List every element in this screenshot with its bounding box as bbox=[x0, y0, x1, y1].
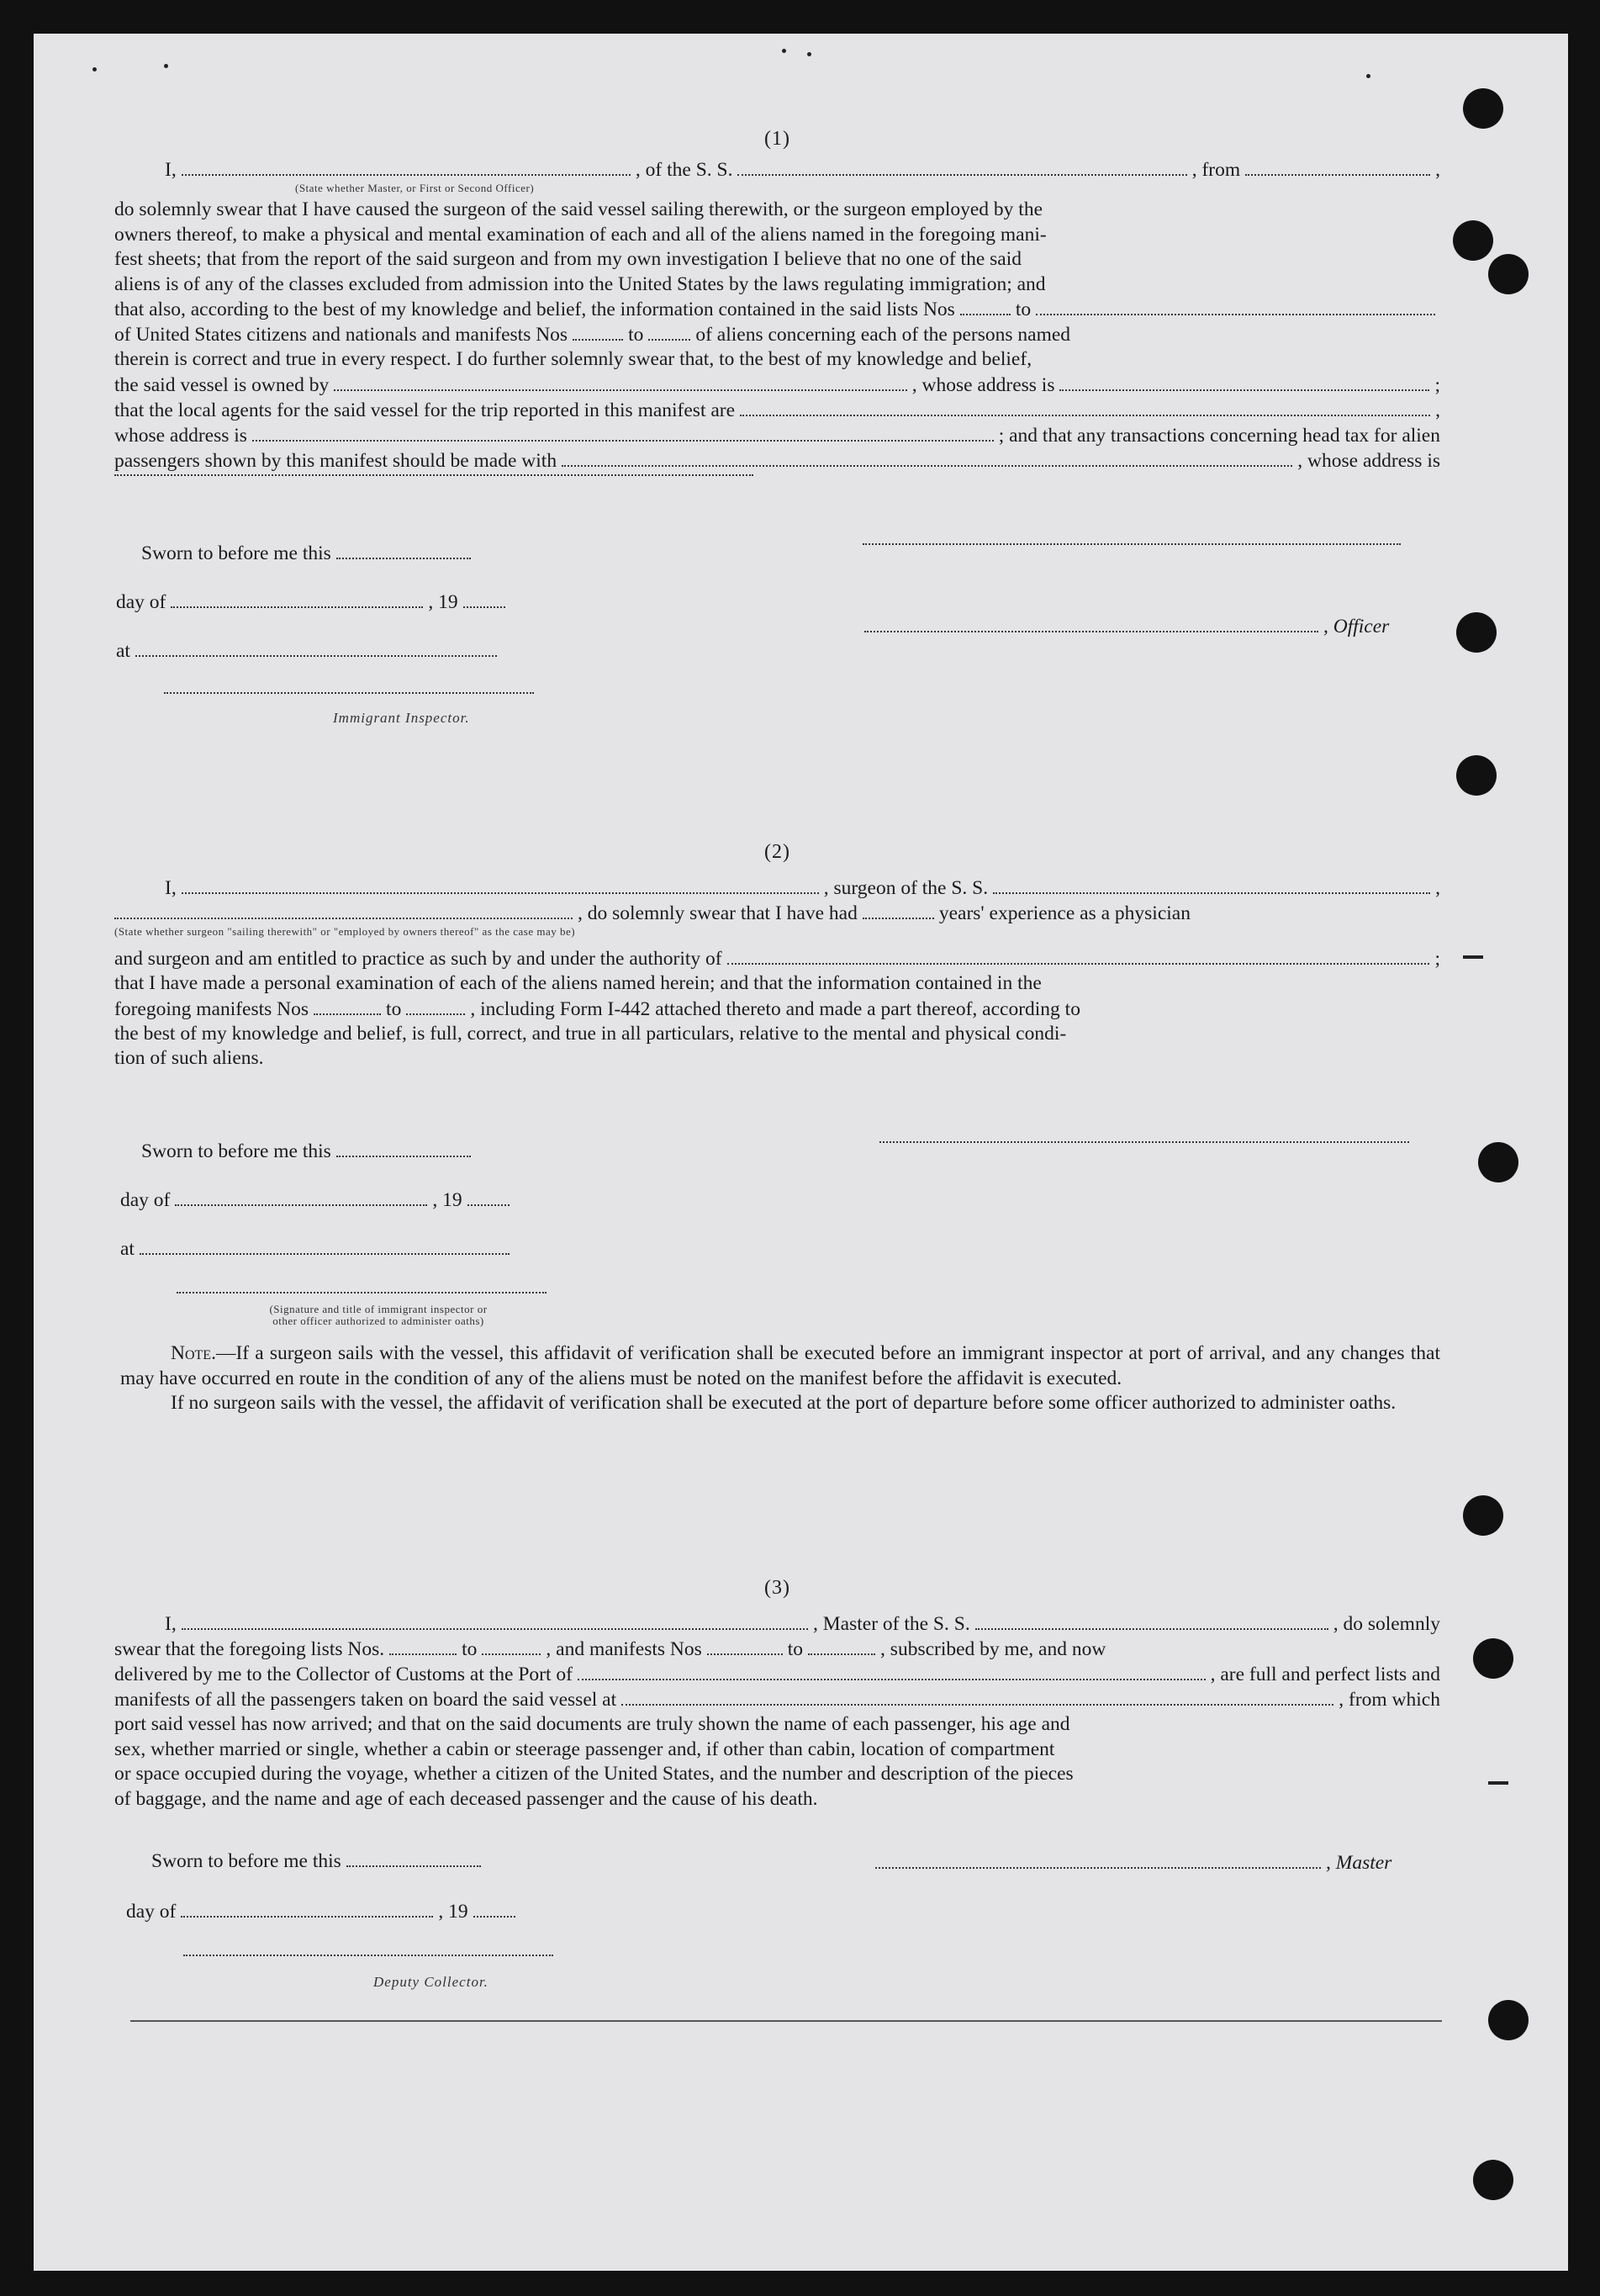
manifests-to-field[interactable] bbox=[808, 1653, 875, 1655]
paragraph-line: owners thereof, to make a physical and mental examination of each and all of the aliens named in the foregoing mani- bbox=[114, 223, 1047, 246]
experience-line: , do solemnly swear that I have had years' experience as a physician bbox=[114, 901, 1440, 926]
day-of-field[interactable] bbox=[175, 1204, 427, 1206]
collector-signature bbox=[183, 1954, 553, 1956]
manifest-to-field[interactable] bbox=[406, 1013, 465, 1015]
taken-at-line: manifests of all the passengers taken on board the said vessel at , from which bbox=[114, 1689, 1440, 1711]
field-caption: (State whether surgeon "sailing therewith" or "employed by owners thereof" as the case may be) bbox=[114, 925, 576, 938]
sworn-date-field[interactable] bbox=[336, 1155, 471, 1157]
paragraph-line: sex, whether married or single, whether a cabin or steerage passenger and, if other than cabin, location of compartment bbox=[114, 1738, 1055, 1760]
lists-from-field[interactable] bbox=[389, 1653, 457, 1655]
section-number: (3) bbox=[764, 1577, 790, 1599]
agents-address-field[interactable] bbox=[252, 439, 994, 442]
note-paragraph: If no surgeon sails with the vessel, the affidavit of verification shall be executed at the port of departure before some officer authorized to administer oaths. bbox=[171, 1392, 1397, 1414]
year-field[interactable] bbox=[467, 1204, 510, 1206]
surgeon-name-field[interactable] bbox=[182, 891, 819, 894]
edge-mark bbox=[1488, 1781, 1508, 1785]
head-tax-address-field[interactable] bbox=[114, 473, 753, 476]
lists-nos-line: that also, according to the best of my knowledge and belief, the information contained in the said lists Nos to bbox=[114, 297, 1440, 322]
lists-nos-to-field[interactable] bbox=[1036, 313, 1435, 315]
surgeon-status-field[interactable] bbox=[114, 917, 573, 919]
surgeon-line: I, , surgeon of the S. S. , bbox=[165, 877, 1440, 899]
officer-signature-top bbox=[858, 542, 1406, 545]
at-place-field[interactable] bbox=[140, 1252, 510, 1255]
surgeon-signature bbox=[874, 1140, 1414, 1143]
years-field[interactable] bbox=[863, 917, 934, 919]
manifest-nos-from-field[interactable] bbox=[573, 338, 623, 341]
port-line: delivered by me to the Collector of Customs at the Port of , are full and perfect lists and bbox=[114, 1664, 1440, 1685]
field-caption: (State whether Master, or First or Second Officer) bbox=[295, 182, 535, 194]
sworn-line: Sworn to before me this bbox=[151, 1850, 486, 1873]
head-tax-address-line bbox=[114, 473, 1440, 476]
signature-caption: (Signature and title of immigrant inspector or other officer authorized to administer oaths) bbox=[269, 1303, 488, 1327]
at-line: at bbox=[120, 1238, 515, 1261]
head-tax-contact-field[interactable] bbox=[562, 464, 1292, 467]
paragraph-line: tion of such aliens. bbox=[114, 1047, 264, 1069]
paragraph-line: fest sheets; that from the report of the said surgeon and from my own investigation I believe that no one of the said bbox=[114, 248, 1022, 270]
paragraph-line: of baggage, and the name and age of each deceased passenger and the cause of his death. bbox=[114, 1787, 818, 1810]
head-tax-line: passengers shown by this manifest should be made with , whose address is bbox=[114, 449, 1440, 472]
master-signature: , Master bbox=[870, 1852, 1391, 1875]
day-of-line: day of , 19 bbox=[120, 1189, 515, 1212]
section-2 bbox=[114, 841, 1440, 1071]
paragraph-line: port said vessel has now arrived; and that on the said documents are truly shown the name of each passenger, his age and bbox=[114, 1713, 1070, 1735]
master-vessel-field[interactable] bbox=[975, 1627, 1328, 1630]
vessel-name-field[interactable] bbox=[737, 173, 1186, 176]
at-line: at bbox=[116, 640, 502, 663]
taken-at-field[interactable] bbox=[621, 1703, 1333, 1706]
surgeon-vessel-field[interactable] bbox=[993, 891, 1430, 894]
from-port-field[interactable] bbox=[1245, 173, 1430, 176]
paragraph-line: or space occupied during the voyage, whether a citizen of the United States, and the number and description of the pieces bbox=[114, 1763, 1074, 1785]
owner-line: the said vessel is owned by , whose address is ; bbox=[114, 373, 1440, 396]
paragraph-line: that I have made a personal examination of each of the aliens named herein; and that the information contained in the bbox=[114, 972, 1042, 994]
oath-line: I, , of the S. S. , from , bbox=[165, 159, 1441, 181]
speck bbox=[807, 52, 811, 56]
oath-paragraph bbox=[114, 198, 1440, 297]
lists-line: swear that the foregoing lists Nos. to , and manifests Nos to , subscribed by me, and now bbox=[114, 1638, 1106, 1660]
sworn-date-field[interactable] bbox=[346, 1865, 481, 1867]
bottom-rule bbox=[130, 2020, 1442, 2022]
sworn-line: Sworn to before me this bbox=[141, 542, 476, 565]
paragraph-line: aliens is of any of the classes excluded from admission into the United States by the laws regulating immigration; and bbox=[114, 272, 1046, 295]
official-signature bbox=[177, 1291, 547, 1293]
note-paragraph: Note.—If a surgeon sails with the vessel, this affidavit of verification shall be executed before an immigrant inspector at port of arrival, and any changes that may have occurred en route in the condition of any of the aliens must be noted on the manifest before the affidavit is executed. bbox=[120, 1342, 1440, 1389]
inspector-signature-field[interactable] bbox=[164, 691, 534, 694]
collector-caption: Deputy Collector. bbox=[373, 1974, 488, 1990]
collector-signature-field[interactable] bbox=[183, 1954, 553, 1956]
port-field[interactable] bbox=[578, 1678, 1206, 1680]
section-number: (1) bbox=[764, 128, 790, 150]
officer-line: , Officer bbox=[859, 616, 1389, 638]
at-place-field[interactable] bbox=[135, 654, 497, 657]
edge-mark bbox=[1463, 955, 1483, 959]
manifest-nos-to-field[interactable] bbox=[648, 338, 690, 341]
official-signature-field[interactable] bbox=[177, 1291, 547, 1293]
officer-name-field[interactable] bbox=[182, 173, 631, 176]
section-1 bbox=[114, 128, 1440, 476]
manifests-line: foregoing manifests Nos to , including Form I-442 attached thereto and made a part thereof, according to bbox=[114, 997, 1080, 1020]
owner-field[interactable] bbox=[334, 389, 907, 391]
day-of-field[interactable] bbox=[181, 1915, 433, 1918]
year-field[interactable] bbox=[463, 606, 505, 608]
lists-nos-from-field[interactable] bbox=[960, 313, 1011, 315]
day-of-field[interactable] bbox=[171, 606, 423, 608]
officer-signature-field[interactable] bbox=[863, 542, 1401, 545]
paragraph-line: the best of my knowledge and belief, is full, correct, and true in all particulars, relative to the mental and physical condi- bbox=[114, 1022, 1067, 1045]
sworn-date-field[interactable] bbox=[336, 557, 471, 559]
speck bbox=[92, 67, 97, 71]
note-label: Note. bbox=[171, 1342, 216, 1364]
owner-address-field[interactable] bbox=[1059, 389, 1429, 391]
day-of-line: day of , 19 bbox=[116, 591, 510, 614]
officer-title-field[interactable] bbox=[864, 630, 1318, 632]
authority-line: and surgeon and am entitled to practice as such by and under the authority of ; bbox=[114, 948, 1440, 970]
year-field[interactable] bbox=[473, 1915, 515, 1918]
master-name-field[interactable] bbox=[182, 1627, 808, 1630]
master-line: I, , Master of the S. S. , do solemnly bbox=[165, 1613, 1440, 1635]
inspector-signature bbox=[164, 691, 534, 694]
speck bbox=[164, 64, 168, 68]
manifest-from-field[interactable] bbox=[314, 1013, 381, 1015]
authority-field[interactable] bbox=[727, 962, 1430, 965]
form-page bbox=[34, 34, 1568, 2271]
agents-address-line: whose address is ; and that any transactions concerning head tax for alien bbox=[114, 424, 1440, 447]
master-signature-field[interactable] bbox=[875, 1866, 1321, 1869]
speck bbox=[1366, 74, 1370, 78]
paragraph-line: do solemnly swear that I have caused the surgeon of the said vessel sailing therewith, or the surgeon employed by the bbox=[114, 198, 1043, 220]
note-block bbox=[120, 1341, 1440, 1416]
section-3 bbox=[114, 1577, 1440, 1812]
lists-to-field[interactable] bbox=[482, 1653, 541, 1655]
agents-field[interactable] bbox=[740, 414, 1430, 416]
inspector-caption: Immigrant Inspector. bbox=[333, 710, 470, 726]
day-of-line: day of , 19 bbox=[126, 1901, 520, 1923]
sworn-line: Sworn to before me this bbox=[141, 1140, 476, 1163]
paragraph-line: therein is correct and true in every respect. I do further solemnly swear that, to the best of my knowledge and belief, bbox=[114, 348, 1032, 370]
agents-line: that the local agents for the said vessel for the trip reported in this manifest are , bbox=[114, 399, 1440, 421]
citizens-line: of United States citizens and nationals and manifests Nos to of aliens concerning each of the persons named bbox=[114, 324, 1071, 346]
manifests-from-field[interactable] bbox=[707, 1653, 783, 1655]
speck bbox=[782, 49, 786, 53]
surgeon-signature-field[interactable] bbox=[879, 1140, 1409, 1143]
section-number: (2) bbox=[764, 841, 790, 863]
